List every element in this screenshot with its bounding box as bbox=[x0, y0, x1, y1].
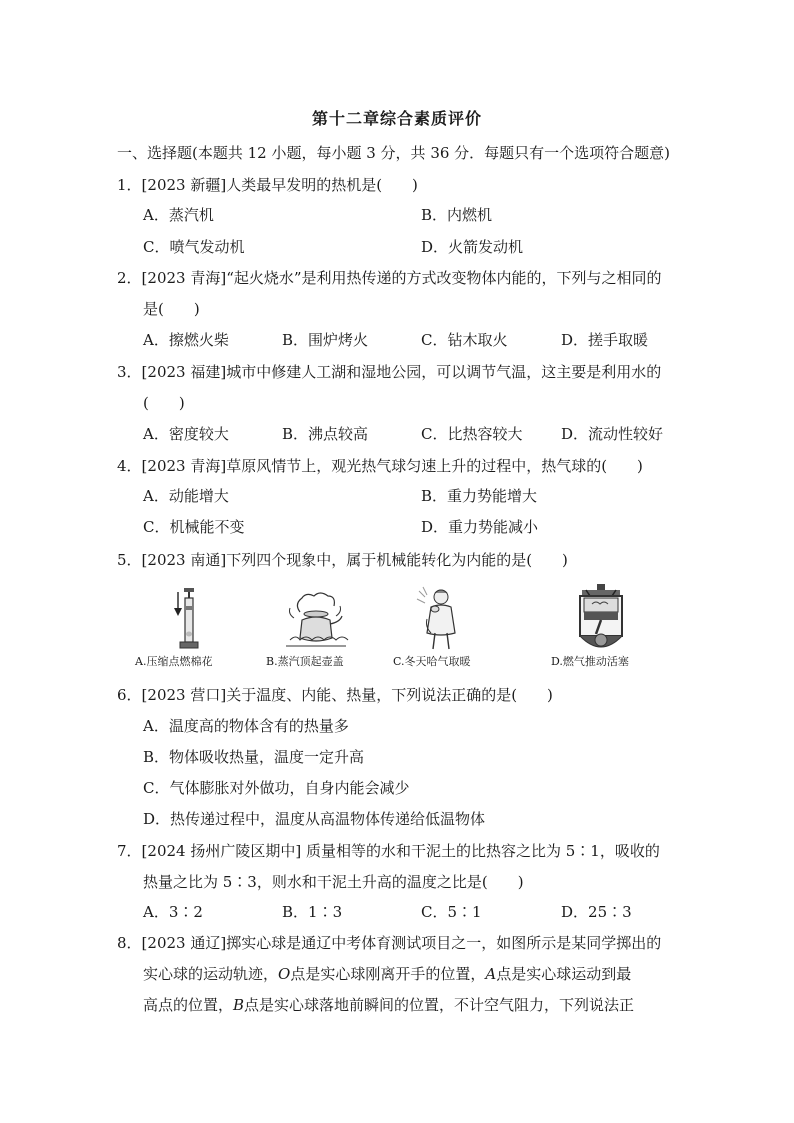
question-3-option-a: A．密度较大 bbox=[143, 425, 229, 443]
question-3-option-d: D．流动性较好 bbox=[561, 425, 664, 443]
question-6-option-a: A．温度高的物体含有的热量多 bbox=[143, 717, 349, 735]
question-4-stem: 4．[2023 青海]草原风情节上，观光热气球匀速上升的过程中，热气球的( ) bbox=[117, 457, 643, 475]
question-2-option-a: A．擦燃火柴 bbox=[143, 331, 229, 349]
question-3-stem-line2: ( ) bbox=[143, 394, 185, 412]
question-6-stem: 6．[2023 营口]关于温度、内能、热量，下列说法正确的是( ) bbox=[117, 686, 553, 704]
figure-c-person-breathing bbox=[415, 585, 465, 653]
figure-a-compression-tube bbox=[160, 586, 220, 654]
point-o-label: O bbox=[278, 965, 291, 983]
question-8-line3-pre: 高点的位置， bbox=[143, 996, 234, 1014]
question-7-stem: 7．[2024 扬州广陵区期中] 质量相等的水和干泥土的比热容之比为 5∶1，吸收的 bbox=[117, 842, 660, 860]
point-b-label: B bbox=[233, 996, 245, 1014]
question-7-stem-line2: 热量之比为 5∶3，则水和干泥土升高的温度之比是( ) bbox=[143, 873, 524, 891]
question-3-option-b: B．沸点较高 bbox=[282, 425, 369, 443]
question-1-option-d: D．火箭发动机 bbox=[421, 238, 524, 256]
question-4-option-d: D．重力势能减小 bbox=[421, 518, 539, 536]
figure-d-caption: D.燃气推动活塞 bbox=[551, 655, 629, 668]
section-header: 一、选择题(本题共 12 小题，每小题 3 分，共 36 分．每题只有一个选项符合题意) bbox=[117, 144, 671, 162]
question-3-option-c: C．比热容较大 bbox=[421, 425, 523, 443]
question-1-option-c: C．喷气发动机 bbox=[143, 238, 245, 256]
question-6-option-d: D．热传递过程中，温度从高温物体传递给低温物体 bbox=[143, 810, 486, 828]
figure-c-caption: C.冬天哈气取暖 bbox=[393, 655, 471, 668]
question-4-option-b: B．重力势能增大 bbox=[421, 487, 538, 505]
question-6-option-c: C．气体膨胀对外做功，自身内能会减少 bbox=[143, 779, 410, 797]
question-7-option-d: D．25∶3 bbox=[561, 903, 632, 921]
question-8-line3-post: 点是实心球落地前瞬间的位置，不计空气阻力，下列说法正 bbox=[244, 996, 635, 1014]
question-4-option-c: C．机械能不变 bbox=[143, 518, 245, 536]
question-2-option-c: C．钻木取火 bbox=[421, 331, 508, 349]
question-2-stem: 2．[2023 青海]“起火烧水”是利用热传递的方式改变物体内能的，下列与之相同的 bbox=[117, 269, 662, 287]
question-2-option-d: D．搓手取暖 bbox=[561, 331, 649, 349]
question-6-option-b: B．物体吸收热量，温度一定升高 bbox=[143, 748, 365, 766]
question-7-option-c: C．5∶1 bbox=[421, 903, 482, 921]
question-1-option-b: B．内燃机 bbox=[421, 206, 493, 224]
figure-b-kettle-steam bbox=[280, 590, 350, 652]
question-8-stem-line2 bbox=[143, 964, 631, 984]
figure-b-caption: B.蒸汽顶起壶盖 bbox=[266, 655, 344, 668]
question-8-line2-mid: 点是实心球刚离开手的位置， bbox=[290, 965, 486, 983]
question-1-option-a: A．蒸汽机 bbox=[143, 206, 214, 224]
question-2-option-b: B．围炉烤火 bbox=[282, 331, 369, 349]
question-7-option-a: A．3∶2 bbox=[143, 903, 203, 921]
figure-d-engine-cylinder bbox=[574, 584, 628, 654]
question-3-stem: 3．[2023 福建]城市中修建人工湖和湿地公园，可以调节气温，这主要是利用水的 bbox=[117, 363, 662, 381]
question-4-option-a: A．动能增大 bbox=[143, 487, 229, 505]
point-a-label: A bbox=[485, 965, 497, 983]
question-8-line2-post: 点是实心球运动到最 bbox=[496, 965, 632, 983]
question-1-stem: 1．[2023 新疆]人类最早发明的热机是( ) bbox=[117, 176, 418, 194]
question-7-option-b: B．1∶3 bbox=[282, 903, 343, 921]
question-8-stem: 8．[2023 通辽]掷实心球是通辽中考体育测试项目之一，如图所示是某同学掷出的 bbox=[117, 934, 662, 952]
page-title: 第十二章综合素质评价 bbox=[311, 109, 482, 128]
question-8-stem-line3 bbox=[143, 995, 634, 1015]
question-8-line2-pre: 实心球的运动轨迹， bbox=[143, 965, 279, 983]
question-2-stem-line2: 是( ) bbox=[143, 300, 200, 318]
figure-a-caption: A.压缩点燃棉花 bbox=[135, 655, 213, 668]
question-5-stem: 5．[2023 南通]下列四个现象中，属于机械能转化为内能的是( ) bbox=[117, 551, 568, 569]
